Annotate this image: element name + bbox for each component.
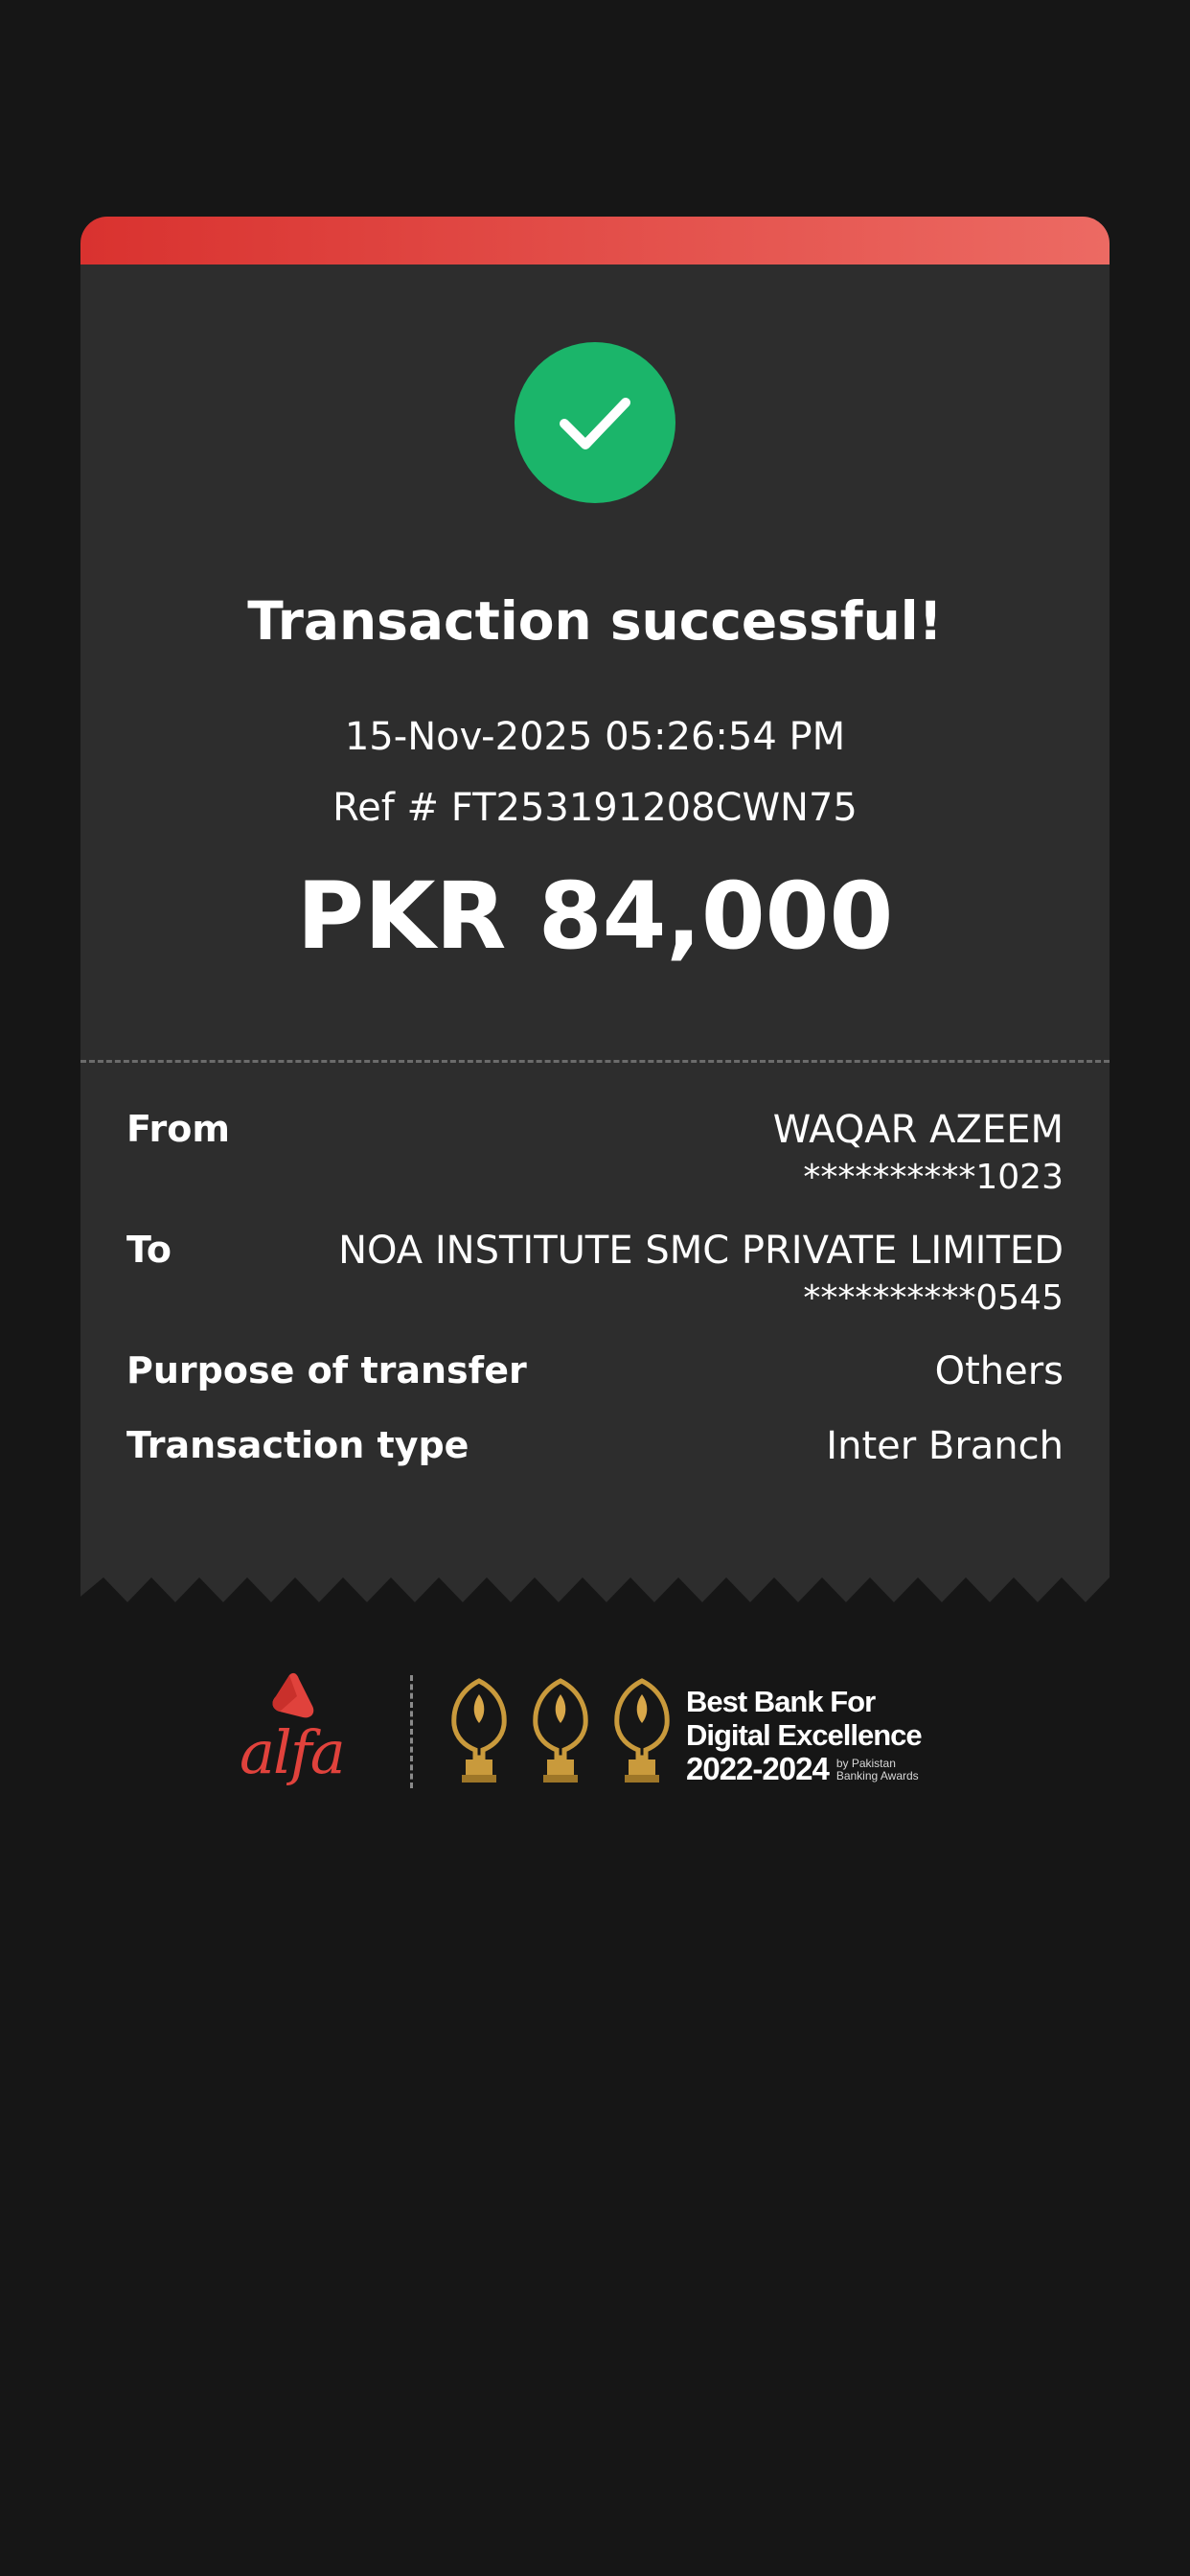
transaction-datetime: 15-Nov-2025 05:26:54 PM xyxy=(344,715,846,759)
transaction-reference: Ref # FT253191208CWN75 xyxy=(332,786,858,830)
trophy-icon xyxy=(526,1675,595,1786)
award-by-line1: by Pakistan xyxy=(835,1757,896,1770)
receipt-card xyxy=(80,217,1110,1606)
transaction-type-value: Inter Branch xyxy=(826,1424,1064,1468)
purpose-value: Others xyxy=(934,1349,1064,1393)
trophy-icon xyxy=(607,1675,676,1786)
transaction-status-title: Transaction successful! xyxy=(247,590,943,652)
dashed-divider xyxy=(80,1060,1110,1063)
footer-branding xyxy=(0,1668,1190,1802)
success-check-icon xyxy=(515,342,675,503)
from-label: From xyxy=(126,1108,230,1150)
alfa-logo-text: alfa xyxy=(240,1717,344,1787)
purpose-label: Purpose of transfer xyxy=(126,1349,527,1392)
award-by-line2: Banking Awards xyxy=(835,1769,919,1782)
award-text xyxy=(686,1685,922,1786)
receipt-accent-bar xyxy=(80,217,1110,264)
award-line1: Best Bank For xyxy=(686,1685,876,1718)
trophy-icon xyxy=(445,1675,514,1786)
award-years: 2022-2024 xyxy=(686,1751,829,1786)
award-line3 xyxy=(686,1752,922,1786)
transaction-type-label: Transaction type xyxy=(126,1424,469,1466)
footer-divider xyxy=(410,1675,413,1788)
to-name: NOA INSTITUTE SMC PRIVATE LIMITED xyxy=(338,1229,1064,1273)
from-name: WAQAR AZEEM xyxy=(772,1108,1064,1152)
receipt-zigzag-edge xyxy=(80,1577,1110,1606)
receipt-body xyxy=(80,264,1110,1577)
from-account: **********1023 xyxy=(803,1158,1064,1197)
to-account: **********0545 xyxy=(803,1278,1064,1318)
award-by xyxy=(836,1758,919,1782)
to-label: To xyxy=(126,1229,172,1271)
transaction-amount: PKR 84,000 xyxy=(296,862,894,970)
award-line2: Digital Excellence xyxy=(686,1718,922,1752)
